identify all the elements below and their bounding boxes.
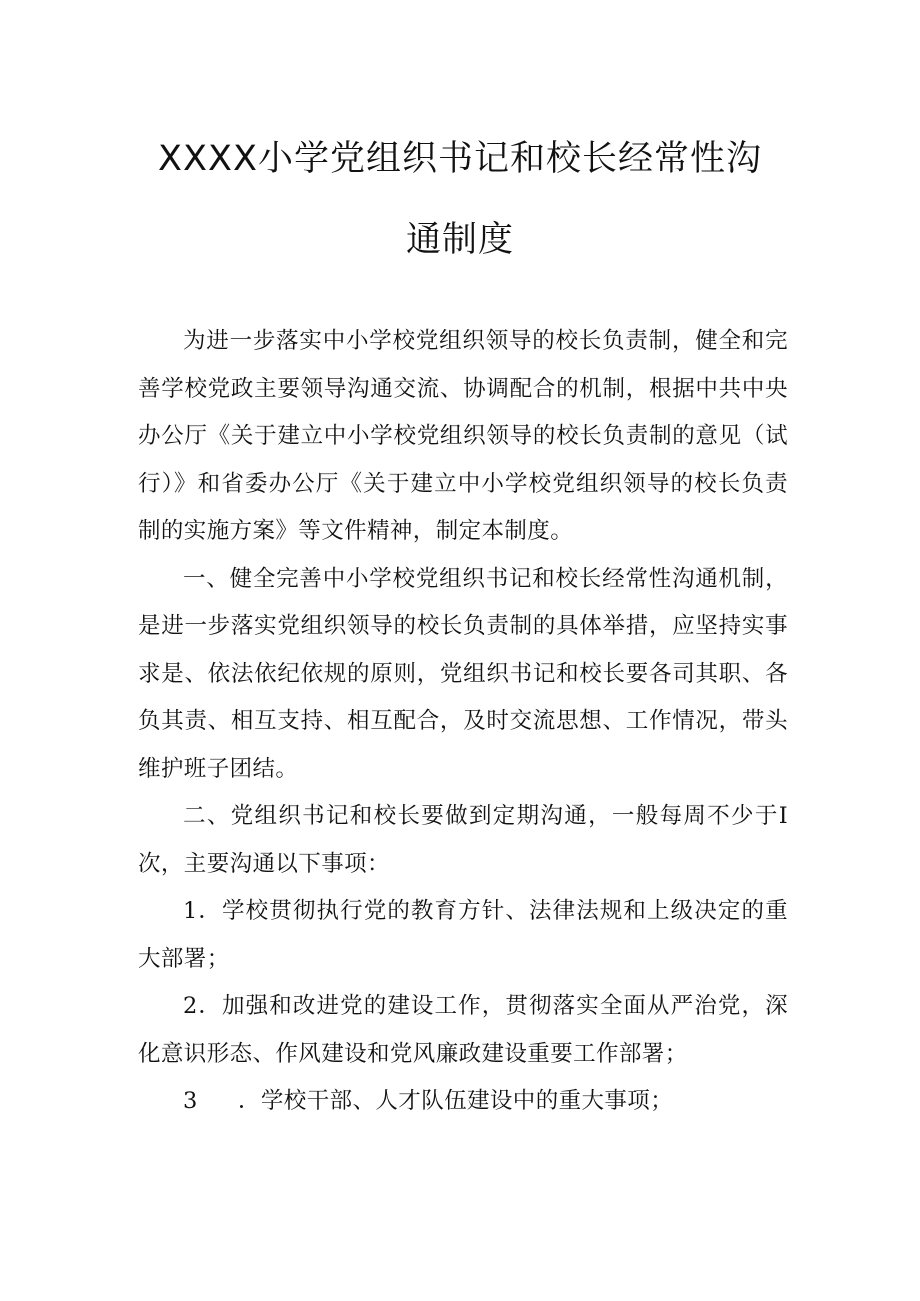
document-body [138,318,788,1126]
list-item-3 [138,1078,788,1126]
list-item-3-text: ．学校干部、人才队伍建设中的重大事项； [238,1088,674,1114]
document-title-line-2: 通制度 [405,220,514,260]
paragraph-section-2: 二、党组织书记和校长要做到定期沟通，一般每周不少于I次，主要沟通以下事项： [138,803,788,877]
list-item-3-number: 3 [183,1088,198,1114]
paragraph-intro: 为进一步落实中小学校党组织领导的校长负责制，健全和完善学校党政主要领导沟通交流、协调配合的机制，根据中共中央办公厅《关于建立中小学校党组织领导的校长负责制的意见（试行）》和省委办公厅《关于建立中小学校党组织领导的校长负责制的实施方案》等文件精神，制定本制度。 [138,328,788,544]
list-item-1: 1．学校贯彻执行党的教育方针、法律法规和上级决定的重大部署； [138,898,788,972]
paragraph-section-1: 一、健全完善中小学校党组织书记和校长经常性沟通机制，是进一步落实党组织领导的校长负责制的具体举措，应坚持实事求是、依法依纪依规的原则，党组织书记和校长要各司其职、各负其责、相互支持、相互配合，及时交流思想、工作情况，带头维护班子团结。 [138,565,788,782]
list-item-2: 2．加强和改进党的建设工作，贯彻落实全面从严治党，深化意识形态、作风建设和党风廉政建设重要工作部署； [138,993,788,1067]
document-title-line-1: XXXX小学党组织书记和校长经常性沟 [158,139,762,179]
